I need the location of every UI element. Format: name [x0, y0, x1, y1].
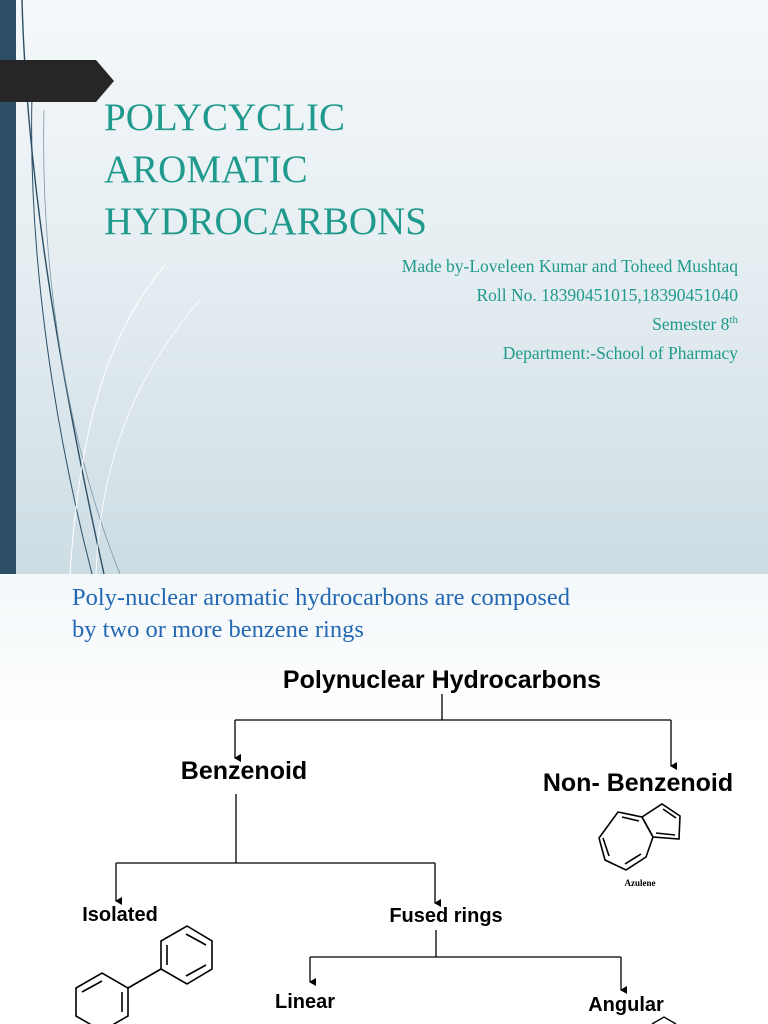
diagram-connectors: [116, 694, 671, 990]
non-benzenoid-label: Non- Benzenoid: [542, 769, 734, 797]
title-tab-arrow: [0, 60, 116, 104]
title-line-3: HYDROCARBONS: [104, 200, 427, 243]
semester-suffix: th: [729, 314, 738, 327]
intro-line-1: Poly-nuclear aromatic hydrocarbons are composed: [72, 584, 570, 611]
title-line-1: POLYCYCLIC: [104, 96, 345, 139]
linear-label: Linear: [274, 991, 336, 1013]
root-node-label: Polynuclear Hydrocarbons: [282, 666, 602, 694]
roll-number-text: Roll No. 18390451015,18390451040: [476, 285, 738, 305]
author-info: [402, 252, 738, 368]
department-text: Department:-School of Pharmacy: [502, 343, 738, 363]
title-line-2: AROMATIC: [104, 148, 308, 191]
intro-line-2: by two or more benzene rings: [72, 616, 364, 643]
benzenoid-label: Benzenoid: [180, 757, 308, 785]
slide-title: [104, 92, 427, 248]
angular-label: Angular: [588, 994, 664, 1016]
azulene-caption: Azulene: [624, 878, 656, 888]
content-slide: [0, 574, 768, 1024]
fused-rings-label: Fused rings: [389, 905, 503, 927]
made-by-text: Made by-Loveleen Kumar and Toheed Mushtaq: [401, 256, 738, 276]
azulene-structure-icon: [599, 804, 680, 870]
isolated-label: Isolated: [82, 904, 158, 926]
semester-text: [402, 310, 738, 339]
semester-label: Semester 8: [652, 314, 730, 334]
classification-diagram: [0, 574, 768, 1024]
angular-structure-icon: [652, 1017, 676, 1024]
biphenyl-structure-icon: [76, 926, 212, 1024]
